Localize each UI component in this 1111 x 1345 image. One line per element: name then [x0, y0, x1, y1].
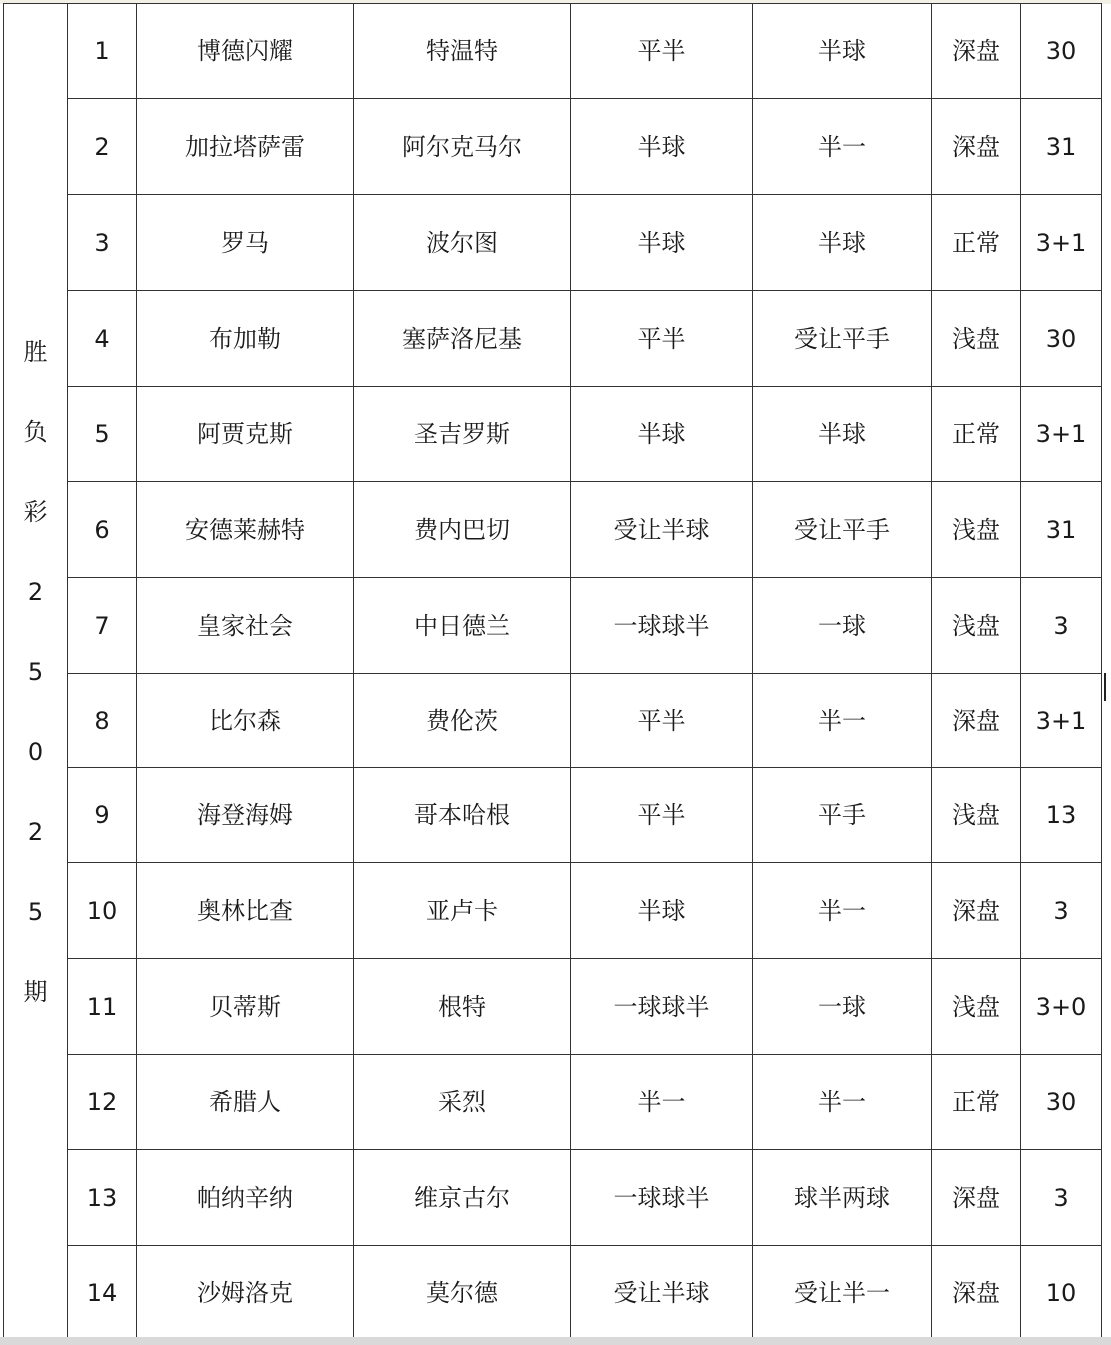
handicap-current: 半一 [753, 99, 932, 195]
away-team: 莫尔德 [354, 1246, 571, 1341]
handicap-open: 半球 [571, 99, 753, 195]
handicap-open: 半一 [571, 1055, 753, 1150]
result-pick: 30 [1021, 1055, 1102, 1150]
period-label-char: 5 [27, 658, 44, 686]
result-pick: 30 [1021, 4, 1102, 99]
home-team: 沙姆洛克 [137, 1246, 354, 1341]
home-team: 博德闪耀 [137, 4, 354, 99]
home-team: 贝蒂斯 [137, 959, 354, 1055]
result-pick: 13 [1021, 768, 1102, 863]
match-number: 4 [68, 291, 137, 387]
period-label [4, 312, 67, 1032]
table-row [4, 674, 1102, 768]
table-row [4, 863, 1102, 959]
match-number: 12 [68, 1055, 137, 1150]
handicap-current: 半球 [753, 387, 932, 482]
table-row [4, 959, 1102, 1055]
line-depth: 浅盘 [932, 578, 1021, 674]
table-row [4, 195, 1102, 291]
home-team: 阿贾克斯 [137, 387, 354, 482]
line-depth: 正常 [932, 387, 1021, 482]
handicap-current: 半球 [753, 195, 932, 291]
period-label-cell [4, 4, 68, 1341]
match-number: 8 [68, 674, 137, 768]
away-team: 特温特 [354, 4, 571, 99]
lottery-table [3, 3, 1102, 1341]
handicap-open: 受让半球 [571, 482, 753, 578]
table-row [4, 1246, 1102, 1341]
home-team: 罗马 [137, 195, 354, 291]
result-pick: 3+1 [1021, 387, 1102, 482]
handicap-current: 一球 [753, 959, 932, 1055]
handicap-current: 球半两球 [753, 1150, 932, 1246]
table-row [4, 291, 1102, 387]
result-pick: 3+0 [1021, 959, 1102, 1055]
handicap-open: 平半 [571, 4, 753, 99]
handicap-current: 受让平手 [753, 482, 932, 578]
away-team: 塞萨洛尼基 [354, 291, 571, 387]
result-pick: 10 [1021, 1246, 1102, 1341]
line-depth: 深盘 [932, 99, 1021, 195]
handicap-open: 一球球半 [571, 578, 753, 674]
handicap-current: 半一 [753, 674, 932, 768]
away-team: 维京古尔 [354, 1150, 571, 1246]
home-team: 希腊人 [137, 1055, 354, 1150]
away-team: 费伦茨 [354, 674, 571, 768]
table-row [4, 768, 1102, 863]
match-number: 9 [68, 768, 137, 863]
home-team: 安德莱赫特 [137, 482, 354, 578]
line-depth: 浅盘 [932, 768, 1021, 863]
period-label-char: 负 [23, 418, 48, 446]
home-team: 皇家社会 [137, 578, 354, 674]
line-depth: 浅盘 [932, 959, 1021, 1055]
match-number: 3 [68, 195, 137, 291]
handicap-open: 半球 [571, 387, 753, 482]
table-row [4, 1055, 1102, 1150]
match-number: 5 [68, 387, 137, 482]
period-label-char: 2 [27, 578, 44, 606]
handicap-current: 平手 [753, 768, 932, 863]
period-label-char: 彩 [23, 498, 48, 526]
result-pick: 3+1 [1021, 195, 1102, 291]
result-pick: 3 [1021, 1150, 1102, 1246]
home-team: 加拉塔萨雷 [137, 99, 354, 195]
handicap-current: 受让半一 [753, 1246, 932, 1341]
match-number: 6 [68, 482, 137, 578]
handicap-open: 平半 [571, 291, 753, 387]
line-depth: 深盘 [932, 1150, 1021, 1246]
line-depth: 正常 [932, 1055, 1021, 1150]
period-label-char: 0 [27, 738, 44, 766]
line-depth: 深盘 [932, 863, 1021, 959]
away-team: 中日德兰 [354, 578, 571, 674]
away-team: 哥本哈根 [354, 768, 571, 863]
result-pick: 3+1 [1021, 674, 1102, 768]
line-depth: 深盘 [932, 4, 1021, 99]
handicap-current: 半一 [753, 863, 932, 959]
table-row [4, 482, 1102, 578]
match-number: 14 [68, 1246, 137, 1341]
handicap-current: 半一 [753, 1055, 932, 1150]
away-team: 采烈 [354, 1055, 571, 1150]
handicap-open: 半球 [571, 863, 753, 959]
home-team: 帕纳辛纳 [137, 1150, 354, 1246]
bottom-strip [0, 1337, 1111, 1345]
line-depth: 浅盘 [932, 482, 1021, 578]
handicap-open: 受让半球 [571, 1246, 753, 1341]
handicap-open: 一球球半 [571, 1150, 753, 1246]
period-label-char: 胜 [23, 338, 48, 366]
line-depth: 浅盘 [932, 291, 1021, 387]
match-number: 2 [68, 99, 137, 195]
result-pick: 30 [1021, 291, 1102, 387]
table-row [4, 387, 1102, 482]
result-pick: 3 [1021, 863, 1102, 959]
away-team: 亚卢卡 [354, 863, 571, 959]
match-number: 7 [68, 578, 137, 674]
match-number: 1 [68, 4, 137, 99]
table-row [4, 99, 1102, 195]
match-number: 11 [68, 959, 137, 1055]
text-cursor [1104, 673, 1106, 701]
handicap-current: 一球 [753, 578, 932, 674]
home-team: 奥林比查 [137, 863, 354, 959]
away-team: 费内巴切 [354, 482, 571, 578]
home-team: 比尔森 [137, 674, 354, 768]
period-label-char: 期 [23, 978, 48, 1006]
result-pick: 3 [1021, 578, 1102, 674]
table-row [4, 4, 1102, 99]
handicap-current: 半球 [753, 4, 932, 99]
match-number: 10 [68, 863, 137, 959]
line-depth: 深盘 [932, 674, 1021, 768]
away-team: 根特 [354, 959, 571, 1055]
away-team: 波尔图 [354, 195, 571, 291]
result-pick: 31 [1021, 99, 1102, 195]
period-label-char: 2 [27, 818, 44, 846]
home-team: 海登海姆 [137, 768, 354, 863]
away-team: 圣吉罗斯 [354, 387, 571, 482]
table-row [4, 1150, 1102, 1246]
home-team: 布加勒 [137, 291, 354, 387]
line-depth: 正常 [932, 195, 1021, 291]
handicap-open: 平半 [571, 768, 753, 863]
match-number: 13 [68, 1150, 137, 1246]
handicap-open: 平半 [571, 674, 753, 768]
table-row [4, 578, 1102, 674]
away-team: 阿尔克马尔 [354, 99, 571, 195]
period-label-char: 5 [27, 898, 44, 926]
line-depth: 深盘 [932, 1246, 1021, 1341]
handicap-current: 受让平手 [753, 291, 932, 387]
handicap-open: 一球球半 [571, 959, 753, 1055]
table-body [4, 4, 1102, 1341]
result-pick: 31 [1021, 482, 1102, 578]
handicap-open: 半球 [571, 195, 753, 291]
